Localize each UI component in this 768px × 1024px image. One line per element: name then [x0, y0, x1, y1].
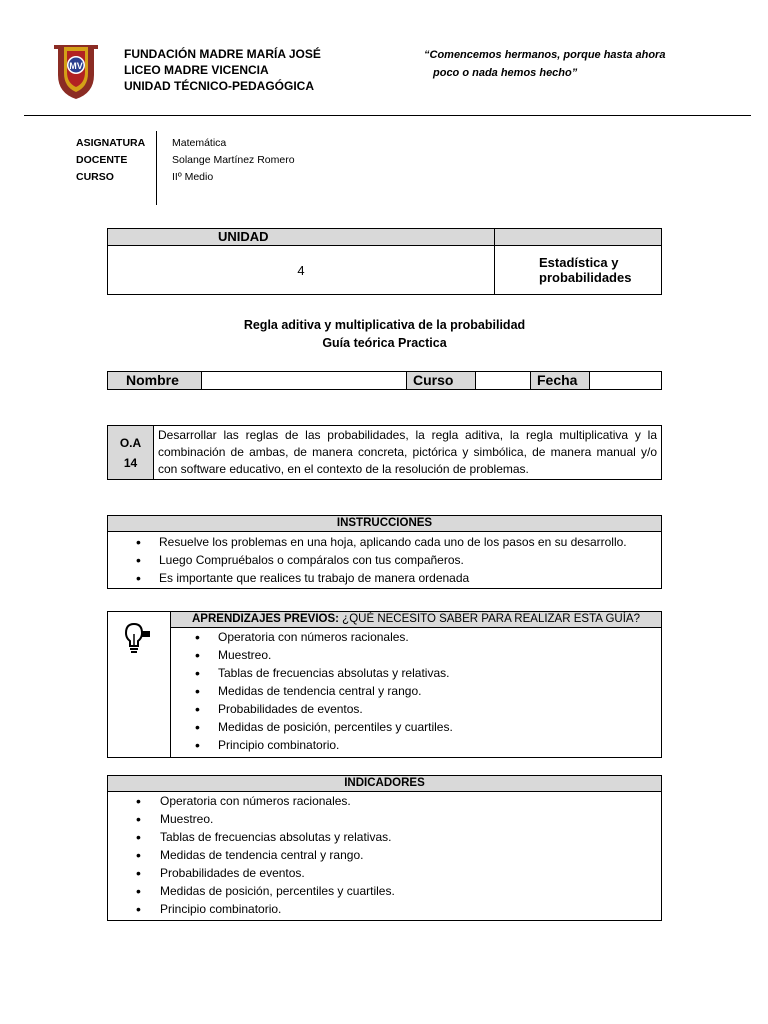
list-item: • Medidas de posición, percentiles y cuartiles. [108, 882, 661, 900]
list-item: • Medidas de posición, percentiles y cuartiles. [167, 718, 661, 736]
shield-icon [50, 41, 102, 101]
name-field[interactable] [202, 372, 407, 390]
value-curso: IIº Medio [172, 171, 214, 183]
institution-block [124, 46, 321, 94]
indicators-table [107, 775, 662, 921]
svg-text:MV: MV [69, 61, 83, 71]
quote-line-1: “Comencemos hermanos, porque hasta ahora [424, 49, 666, 61]
info-divider [156, 131, 157, 205]
list-item: • Resuelve los problemas en una hoja, aplicando cada uno de los pasos en su desarrollo. [108, 533, 661, 551]
value-asignatura: Matemática [172, 137, 227, 149]
list-item: • Probabilidades de eventos. [167, 700, 661, 718]
objective-table [107, 425, 662, 480]
list-item: • Operatoria con números racionales. [167, 628, 661, 646]
instructions-header: INSTRUCCIONES [108, 516, 662, 532]
objective-number: 14 [123, 455, 138, 470]
school-logo [50, 41, 102, 101]
info-values [172, 135, 295, 186]
course-label: Curso [407, 372, 476, 390]
unit-topic: Estadística y probabilidades [495, 246, 662, 295]
objective-label-cell [108, 426, 154, 480]
guide-title-line-1: Regla aditiva y multiplicativa de la probabilidad [243, 318, 526, 332]
list-item: • Luego Compruébalos o compáralos con tus compañeros. [108, 551, 661, 569]
list-item: • Muestreo. [108, 810, 661, 828]
prior-header-rest: ¿QUÉ NECESITO SABER PARA REALIZAR ESTA GUÍA? [338, 613, 640, 625]
school-name: LICEO MADRE VICENCIA [124, 63, 269, 77]
label-docente: DOCENTE [76, 154, 128, 166]
guide-title [107, 316, 662, 352]
institution-name: FUNDACIÓN MADRE MARÍA JOSÉ [124, 47, 321, 61]
list-item: • Operatoria con números racionales. [108, 792, 661, 810]
list-item: • Es importante que realices tu trabajo de manera ordenada [108, 569, 661, 587]
name-label: Nombre [108, 372, 202, 390]
prior-list [167, 628, 661, 754]
list-item: • Principio combinatorio. [167, 736, 661, 754]
header-divider [24, 115, 751, 116]
list-item: • Principio combinatorio. [108, 900, 661, 918]
prior-icon-cell [108, 612, 171, 758]
date-label: Fecha [531, 372, 590, 390]
list-item: • Medidas de tendencia central y rango. [167, 682, 661, 700]
label-asignatura: ASIGNATURA [76, 137, 146, 149]
student-info-row [107, 371, 662, 390]
quote-line-2: poco o nada hemos hecho” [433, 67, 578, 79]
indicators-header: INDICADORES [108, 776, 662, 792]
list-item: • Tablas de frecuencias absolutas y relativas. [167, 664, 661, 682]
list-item: • Muestreo. [167, 646, 661, 664]
list-item: • Probabilidades de eventos. [108, 864, 661, 882]
unit-table [107, 228, 662, 295]
unit-header: UNIDAD [108, 229, 495, 246]
unit-number: 4 [108, 246, 495, 295]
label-curso: CURSO [76, 171, 114, 183]
instructions-table [107, 515, 662, 589]
department-name: UNIDAD TÉCNICO-PEDAGÓGICA [124, 79, 315, 93]
unit-header-blank [495, 229, 662, 246]
list-item: • Tablas de frecuencias absolutas y relativas. [108, 828, 661, 846]
lightbulb-icon [122, 621, 170, 660]
header-quote [424, 46, 665, 82]
list-item: • Medidas de tendencia central y rango. [108, 846, 661, 864]
objective-text: Desarrollar las reglas de las probabilidades, la regla aditiva, la regla multiplicativa y la combinación de ambas, de manera concreta, pictórica y simbólica, de manera manual y/o con software educativo, en el contexto de la resolución de problemas. [154, 426, 662, 480]
instructions-list [108, 533, 661, 587]
prior-header [171, 612, 662, 628]
prior-learning-table [107, 611, 662, 758]
value-docente: Solange Martínez Romero [172, 154, 295, 166]
guide-title-line-2: Guía teórica Practica [322, 336, 447, 350]
objective-label: O.A [119, 435, 142, 450]
prior-header-bold: APRENDIZAJES PREVIOS: [192, 613, 339, 625]
indicators-list [108, 792, 661, 918]
course-field[interactable] [476, 372, 531, 390]
info-labels [76, 135, 145, 186]
date-field[interactable] [590, 372, 662, 390]
